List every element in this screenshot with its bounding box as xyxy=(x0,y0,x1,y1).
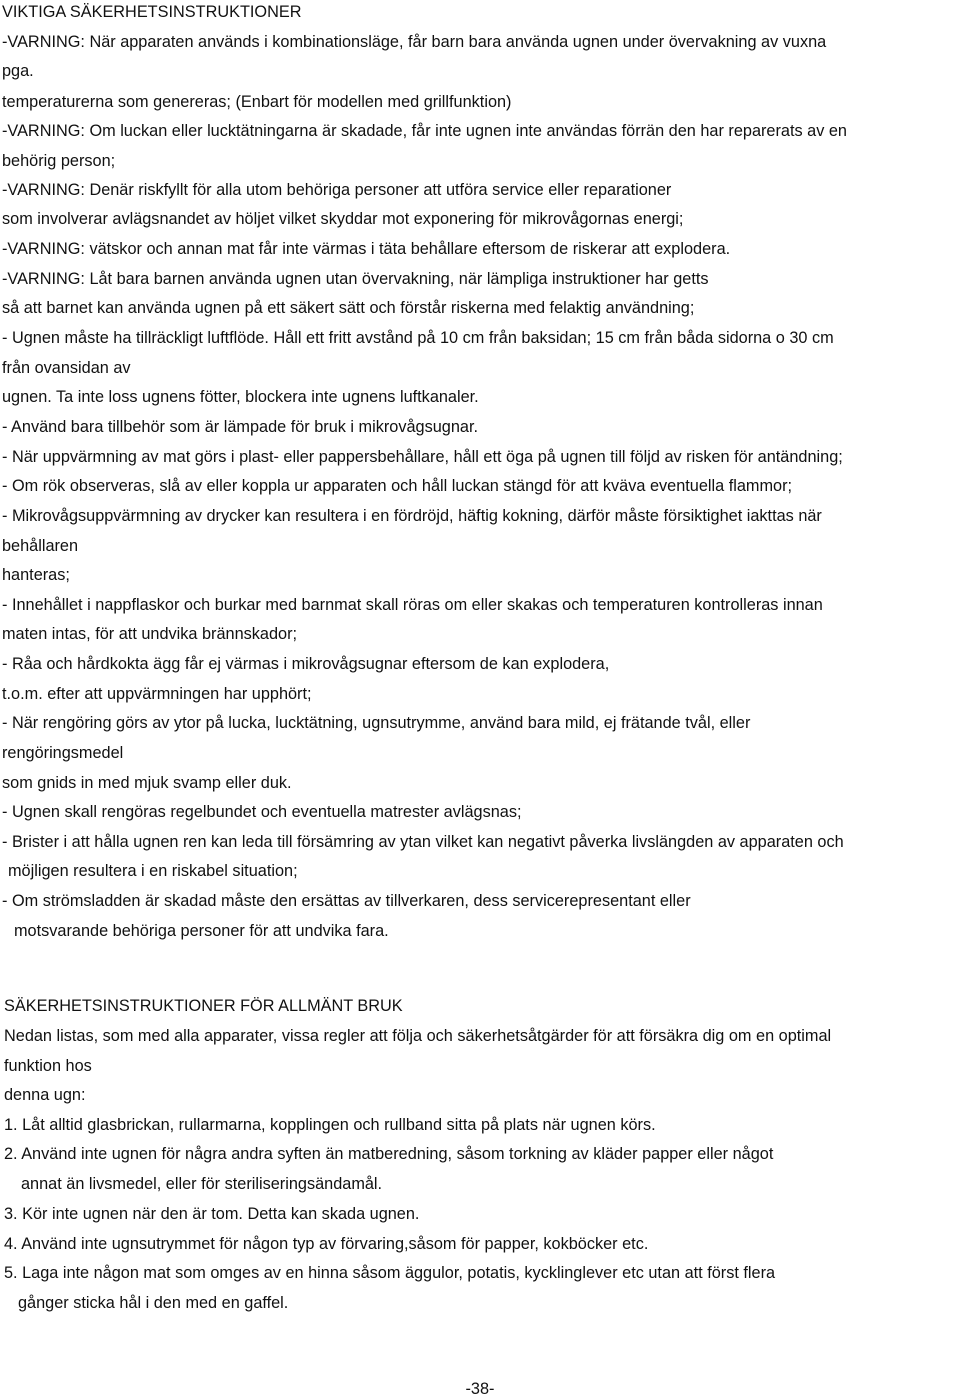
list-item: 1. Låt alltid glasbrickan, rullarmarna, kopplingen och rullband sitta på plats när ugnen körs. xyxy=(4,1116,656,1134)
text-line: - Innehållet i nappflaskor och burkar med barnmat skall röras om eller skakas och temperaturen kontrolleras innan xyxy=(2,596,823,614)
text-line: möjligen resultera i en riskabel situation; xyxy=(8,862,298,880)
text-line: motsvarande behöriga personer för att undvika fara. xyxy=(14,922,389,940)
text-line: - Om strömsladden är skadad måste den ersättas av tillverkaren, dess servicerepresentant eller xyxy=(2,892,691,910)
text-line: -VARNING: Denär riskfyllt för alla utom behöriga personer att utföra service eller reparationer xyxy=(2,181,672,199)
text-line: - Brister i att hålla ugnen ren kan leda till försämring av ytan vilket kan negativt påverka livslängden av apparaten och xyxy=(2,833,844,851)
intro-line: funktion hos xyxy=(4,1057,92,1075)
text-line: -VARNING: Låt bara barnen använda ugnen utan övervakning, när lämpliga instruktioner har getts xyxy=(2,270,709,288)
text-line: så att barnet kan använda ugnen på ett säkert sätt och förstår riskerna med felaktig användning; xyxy=(2,299,695,317)
text-line: behållaren xyxy=(2,537,79,555)
text-line: -VARNING: vätskor och annan mat får inte värmas i täta behållare eftersom de riskerar att explodera. xyxy=(2,240,731,258)
list-item: 3. Kör inte ugnen när den är tom. Detta kan skada ugnen. xyxy=(4,1205,420,1223)
text-line: - Råa och hårdkokta ägg får ej värmas i mikrovågsugnar eftersom de kan explodera, xyxy=(2,655,610,673)
text-line: behörig person; xyxy=(2,152,116,170)
list-item: 5. Laga inte någon mat som omges av en hinna såsom äggulor, potatis, kycklinglever etc utan att först flera xyxy=(4,1264,776,1282)
text-line: pga. xyxy=(2,62,34,80)
text-line: från ovansidan av xyxy=(2,359,131,377)
text-line: som involverar avlägsnandet av höljet vilket skyddar mot exponering för mikrovågornas energi; xyxy=(2,210,684,228)
text-line: - När rengöring görs av ytor på lucka, lucktätning, ugnsutrymme, använd bara mild, ej frätande tvål, eller xyxy=(2,714,751,732)
section-title-general: SÄKERHETSINSTRUKTIONER FÖR ALLMÄNT BRUK xyxy=(4,997,403,1015)
intro-line: Nedan listas, som med alla apparater, vissa regler att följa och säkerhetsåtgärder för att försäkra dig om en optimal xyxy=(4,1027,832,1045)
text-line: -VARNING: När apparaten används i kombinationsläge, får barn bara använda ugnen under övervakning av vuxna xyxy=(2,33,827,51)
text-line: - Om rök observeras, slå av eller koppla ur apparaten och håll luckan stängd för att kväva eventuella flammor; xyxy=(2,477,793,495)
text-line: - Ugnen måste ha tillräckligt luftflöde. Håll ett fritt avstånd på 10 cm från baksidan; 15 cm från båda sidorna o 30 cm xyxy=(2,329,834,347)
list-item-continuation: gånger sticka hål i den med en gaffel. xyxy=(18,1294,289,1312)
list-item-continuation: annat än livsmedel, eller för steriliseringsändamål. xyxy=(21,1175,383,1193)
list-item: 2. Använd inte ugnen för några andra syften än matberedning, såsom torkning av kläder papper eller något xyxy=(4,1145,774,1163)
text-line: - Ugnen skall rengöras regelbundet och eventuella matrester avlägsnas; xyxy=(2,803,522,821)
text-line: - Mikrovågsuppvärmning av drycker kan resultera i en fördröjd, häftig kokning, därför måste försiktighet iakttas när xyxy=(2,507,822,525)
text-line: rengöringsmedel xyxy=(2,744,124,762)
page-number: -38- xyxy=(465,1380,495,1398)
text-line: maten intas, för att undvika brännskador; xyxy=(2,625,298,643)
text-line: - Använd bara tillbehör som är lämpade för bruk i mikrovågsugnar. xyxy=(2,418,479,436)
text-line: - När uppvärmning av mat görs i plast- eller pappersbehållare, håll ett öga på ugnen till följd av risken för antändning; xyxy=(2,448,843,466)
list-item: 4. Använd inte ugnsutrymmet för någon typ av förvaring,såsom för papper, kokböcker etc. xyxy=(4,1235,649,1253)
intro-line: denna ugn: xyxy=(4,1086,86,1104)
text-line: hanteras; xyxy=(2,566,70,584)
text-line: -VARNING: Om luckan eller lucktätningarna är skadade, får inte ugnen inte användas förrän den har reparerats av en xyxy=(2,122,847,140)
text-line: t.o.m. efter att uppvärmningen har upphört; xyxy=(2,685,312,703)
section-title-safety: VIKTIGA SÄKERHETSINSTRUKTIONER xyxy=(2,3,302,21)
text-line: ugnen. Ta inte loss ugnens fötter, blockera inte ugnens luftkanaler. xyxy=(2,388,479,406)
text-line: temperaturerna som genereras; (Enbart för modellen med grillfunktion) xyxy=(2,93,512,111)
text-line: som gnids in med mjuk svamp eller duk. xyxy=(2,774,292,792)
